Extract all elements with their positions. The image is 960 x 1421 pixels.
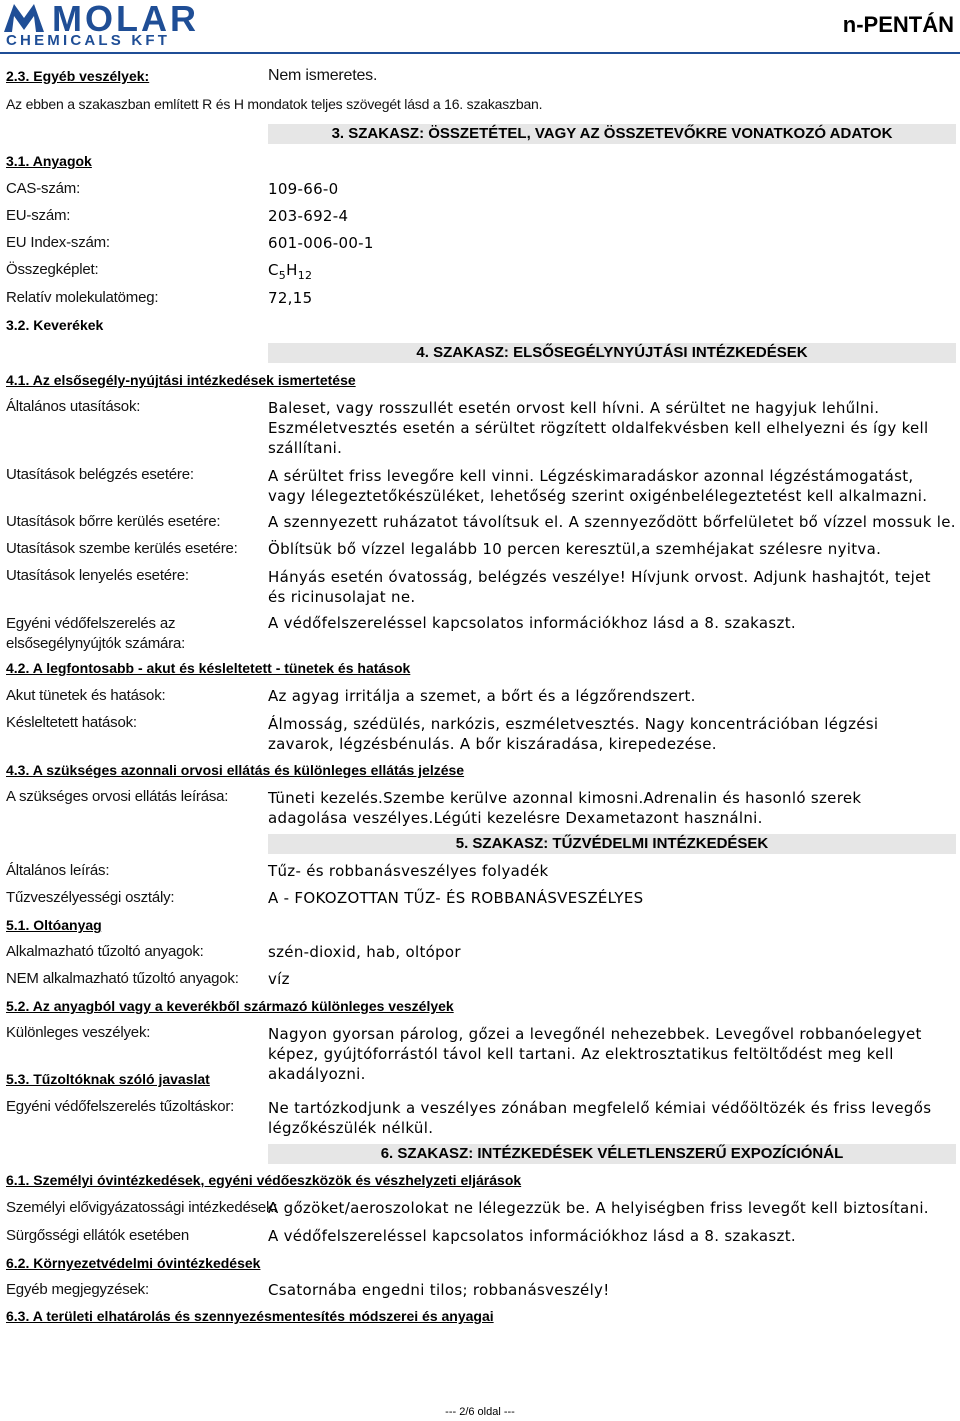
inhalation-value: A sérültet friss levegőre kell vinni. Légzéskimaradáskor azonnal légzéstámogatást, vagy lélegeztetőkészüléket, lehetőség szerint oxigénbelélegeztetést kell alkalmazni. — [268, 467, 928, 505]
heading-5-3: 5.3. Tűzoltóknak szóló javaslat — [6, 1071, 210, 1087]
personal-precautions-label: Személyi elővigyázatossági intézkedések: — [6, 1199, 278, 1216]
formula-c: C — [268, 261, 279, 279]
acute-value: Az agyag irritálja a szemet, a bőrt és a légzőrendszert. — [268, 687, 696, 705]
delayed-label: Késleltetett hatások: — [6, 714, 137, 731]
logo-main: MOLAR — [52, 0, 199, 39]
medical-value: Tüneti kezelés.Szembe kerülve azonnal kimosni.Adrenalin és hasonló szerek adagolása veszélyes.Légúti kezelésre Dexametazont használni. — [268, 789, 862, 827]
page-number: --- 2/6 oldal --- — [445, 1406, 515, 1418]
logo-mark-icon — [4, 4, 48, 32]
cas-value: 109-66-0 — [268, 180, 339, 198]
ppe-firstaid-value: A védőfelszereléssel kapcsolatos információkhoz lásd a 8. szakaszt. — [268, 614, 796, 632]
heading-5-1: 5.1. Oltóanyag — [6, 917, 102, 933]
formula-h-sub: 12 — [297, 269, 313, 282]
ppe-fire-label: Egyéni védőfelszerelés tűzoltáskor: — [6, 1098, 235, 1115]
heading-3-2: 3.2. Keverékek — [6, 317, 104, 333]
general-label: Általános utasítások: — [6, 398, 141, 415]
heading-5-2: 5.2. Az anyagból vagy a keverékből származó különleges veszélyek — [6, 998, 454, 1014]
eu-index-label: EU Index-szám: — [6, 234, 110, 251]
fire-general-label: Általános leírás: — [6, 862, 110, 879]
heading-6-3: 6.3. A területi elhatárolás és szennyezésmentesítés módszerei és anyagai — [6, 1308, 494, 1324]
value-2-3: Nem ismeretes. — [268, 67, 378, 84]
formula-label: Összegképlet: — [6, 261, 99, 278]
fire-class-value: A - FOKOZOTTAN TŰZ- ÉS ROBBANÁSVESZÉLYES — [268, 889, 644, 907]
inhalation-label: Utasítások belégzés esetére: — [6, 466, 194, 483]
ppe-fire-value: Ne tartózkodjunk a veszélyes zónában megfelelő kémiai védőöltözék és friss levegős légzőkészülék nélkül. — [268, 1099, 932, 1137]
skin-value: A szennyezett ruházatot távolítsuk el. A szennyeződött bőrfelületet bő vízzel mossuk le. — [268, 513, 956, 531]
company-logo — [4, 2, 224, 48]
mol-weight-label: Relatív molekulatömeg: — [6, 289, 159, 306]
other-notes-label: Egyéb megjegyzések: — [6, 1281, 149, 1298]
header-rule — [0, 52, 960, 54]
formula-h: H — [286, 261, 298, 279]
emergency-value: A védőfelszereléssel kapcsolatos információkhoz lásd a 8. szakaszt. — [268, 1227, 796, 1245]
other-notes-value: Csatornába engedni tilos; robbanásveszély! — [268, 1281, 610, 1299]
cas-label: CAS-szám: — [6, 180, 81, 197]
heading-4-1: 4.1. Az elsősegély-nyújtási intézkedések ismertetése — [6, 372, 356, 388]
ingestion-value: Hányás esetén óvatosság, belégzés veszélye! Hívjunk orvost. Adjunk hashajtót, tejet és ricinusolajat ne. — [268, 568, 931, 606]
section-3-title: 3. SZAKASZ: ÖSSZETÉTEL, VAGY AZ ÖSSZETEVŐKRE VONATKOZÓ ADATOK — [268, 124, 956, 144]
eye-value: Öblítsük bő vízzel legalább 10 percen keresztül,a szemhéjakat szélesre nyitva. — [268, 540, 882, 558]
unsuitable-label: NEM alkalmazható tűzoltó anyagok: — [6, 970, 239, 987]
unsuitable-value: víz — [268, 970, 290, 988]
note-2-3: Az ebben a szakaszban említett R és H mondatok teljes szövegét lásd a 16. szakaszban. — [6, 96, 543, 112]
suitable-value: szén-dioxid, hab, oltópor — [268, 943, 461, 961]
delayed-value: Álmosság, szédülés, narkózis, eszméletvesztés. Nagy koncentrációban légzési zavarok, légzésbénulás. A bőr kiszáradása, kirepedezése. — [268, 715, 879, 753]
heading-6-2: 6.2. Környezetvédelmi óvintézkedések — [6, 1255, 261, 1271]
logo-sub: CHEMICALS KFT — [6, 32, 171, 49]
fire-class-label: Tűzveszélyességi osztály: — [6, 889, 175, 906]
fire-general-value: Tűz- és robbanásveszélyes folyadék — [268, 862, 549, 880]
heading-3-1: 3.1. Anyagok — [6, 153, 92, 169]
eu-number-label: EU-szám: — [6, 207, 71, 224]
skin-label: Utasítások bőrre kerülés esetére: — [6, 513, 221, 530]
special-hazards-label: Különleges veszélyek: — [6, 1024, 151, 1041]
eye-label: Utasítások szembe kerülés esetére: — [6, 540, 238, 557]
product-name: n-PENTÁN — [842, 12, 954, 37]
heading-4-2: 4.2. A legfontosabb - akut és késleltetett - tünetek és hatások — [6, 660, 411, 676]
acute-label: Akut tünetek és hatások: — [6, 687, 166, 704]
eu-number-value: 203-692-4 — [268, 207, 349, 225]
heading-2-3: 2.3. Egyéb veszélyek: — [6, 68, 150, 84]
heading-4-3: 4.3. A szükséges azonnali orvosi ellátás és különleges ellátás jelzése — [6, 762, 465, 778]
ppe-firstaid-label: Egyéni védőfelszerelés az elsősegélynyújtók számára: — [6, 615, 186, 652]
ingestion-label: Utasítások lenyelés esetére: — [6, 567, 189, 584]
section-6-title: 6. SZAKASZ: INTÉZKEDÉSEK VÉLETLENSZERŰ EXPOZÍCIÓNÁL — [268, 1144, 956, 1164]
eu-index-value: 601-006-00-1 — [268, 234, 374, 252]
medical-label: A szükséges orvosi ellátás leírása: — [6, 788, 229, 805]
general-value: Baleset, vagy rosszullét esetén orvost kell hívni. A sérültet ne hagyjuk lehűlni. Eszméletvesztés esetén a sérültet rögzített oldalfekvésben kell elhelyezni és így kell szállítani. — [268, 399, 929, 457]
emergency-label: Sürgősségi ellátók esetében — [6, 1227, 190, 1244]
formula-c-sub: 5 — [278, 269, 287, 282]
special-hazards-value: Nagyon gyorsan párolog, gőzei a levegőnél nehezebbek. Levegővel robbanóelegyet képez, gyújtóforrástól távol kell tartani. Az elektrosztatikus feltöltődést meg kell akadályozni. — [268, 1025, 922, 1083]
heading-6-1: 6.1. Személyi óvintézkedések, egyéni védőeszközök és vészhelyzeti eljárások — [6, 1172, 522, 1188]
personal-precautions-value: A gőzöket/aeroszolokat ne lélegezzük be. A helyiségben friss levegőt kell biztosítani. — [268, 1199, 929, 1217]
section-4-title: 4. SZAKASZ: ELSŐSEGÉLYNYÚJTÁSI INTÉZKEDÉSEK — [268, 343, 956, 363]
suitable-label: Alkalmazható tűzoltó anyagok: — [6, 943, 204, 960]
formula-value — [268, 261, 312, 282]
section-5-title: 5. SZAKASZ: TŰZVÉDELMI INTÉZKEDÉSEK — [268, 834, 956, 854]
mol-weight-value: 72,15 — [268, 289, 313, 307]
